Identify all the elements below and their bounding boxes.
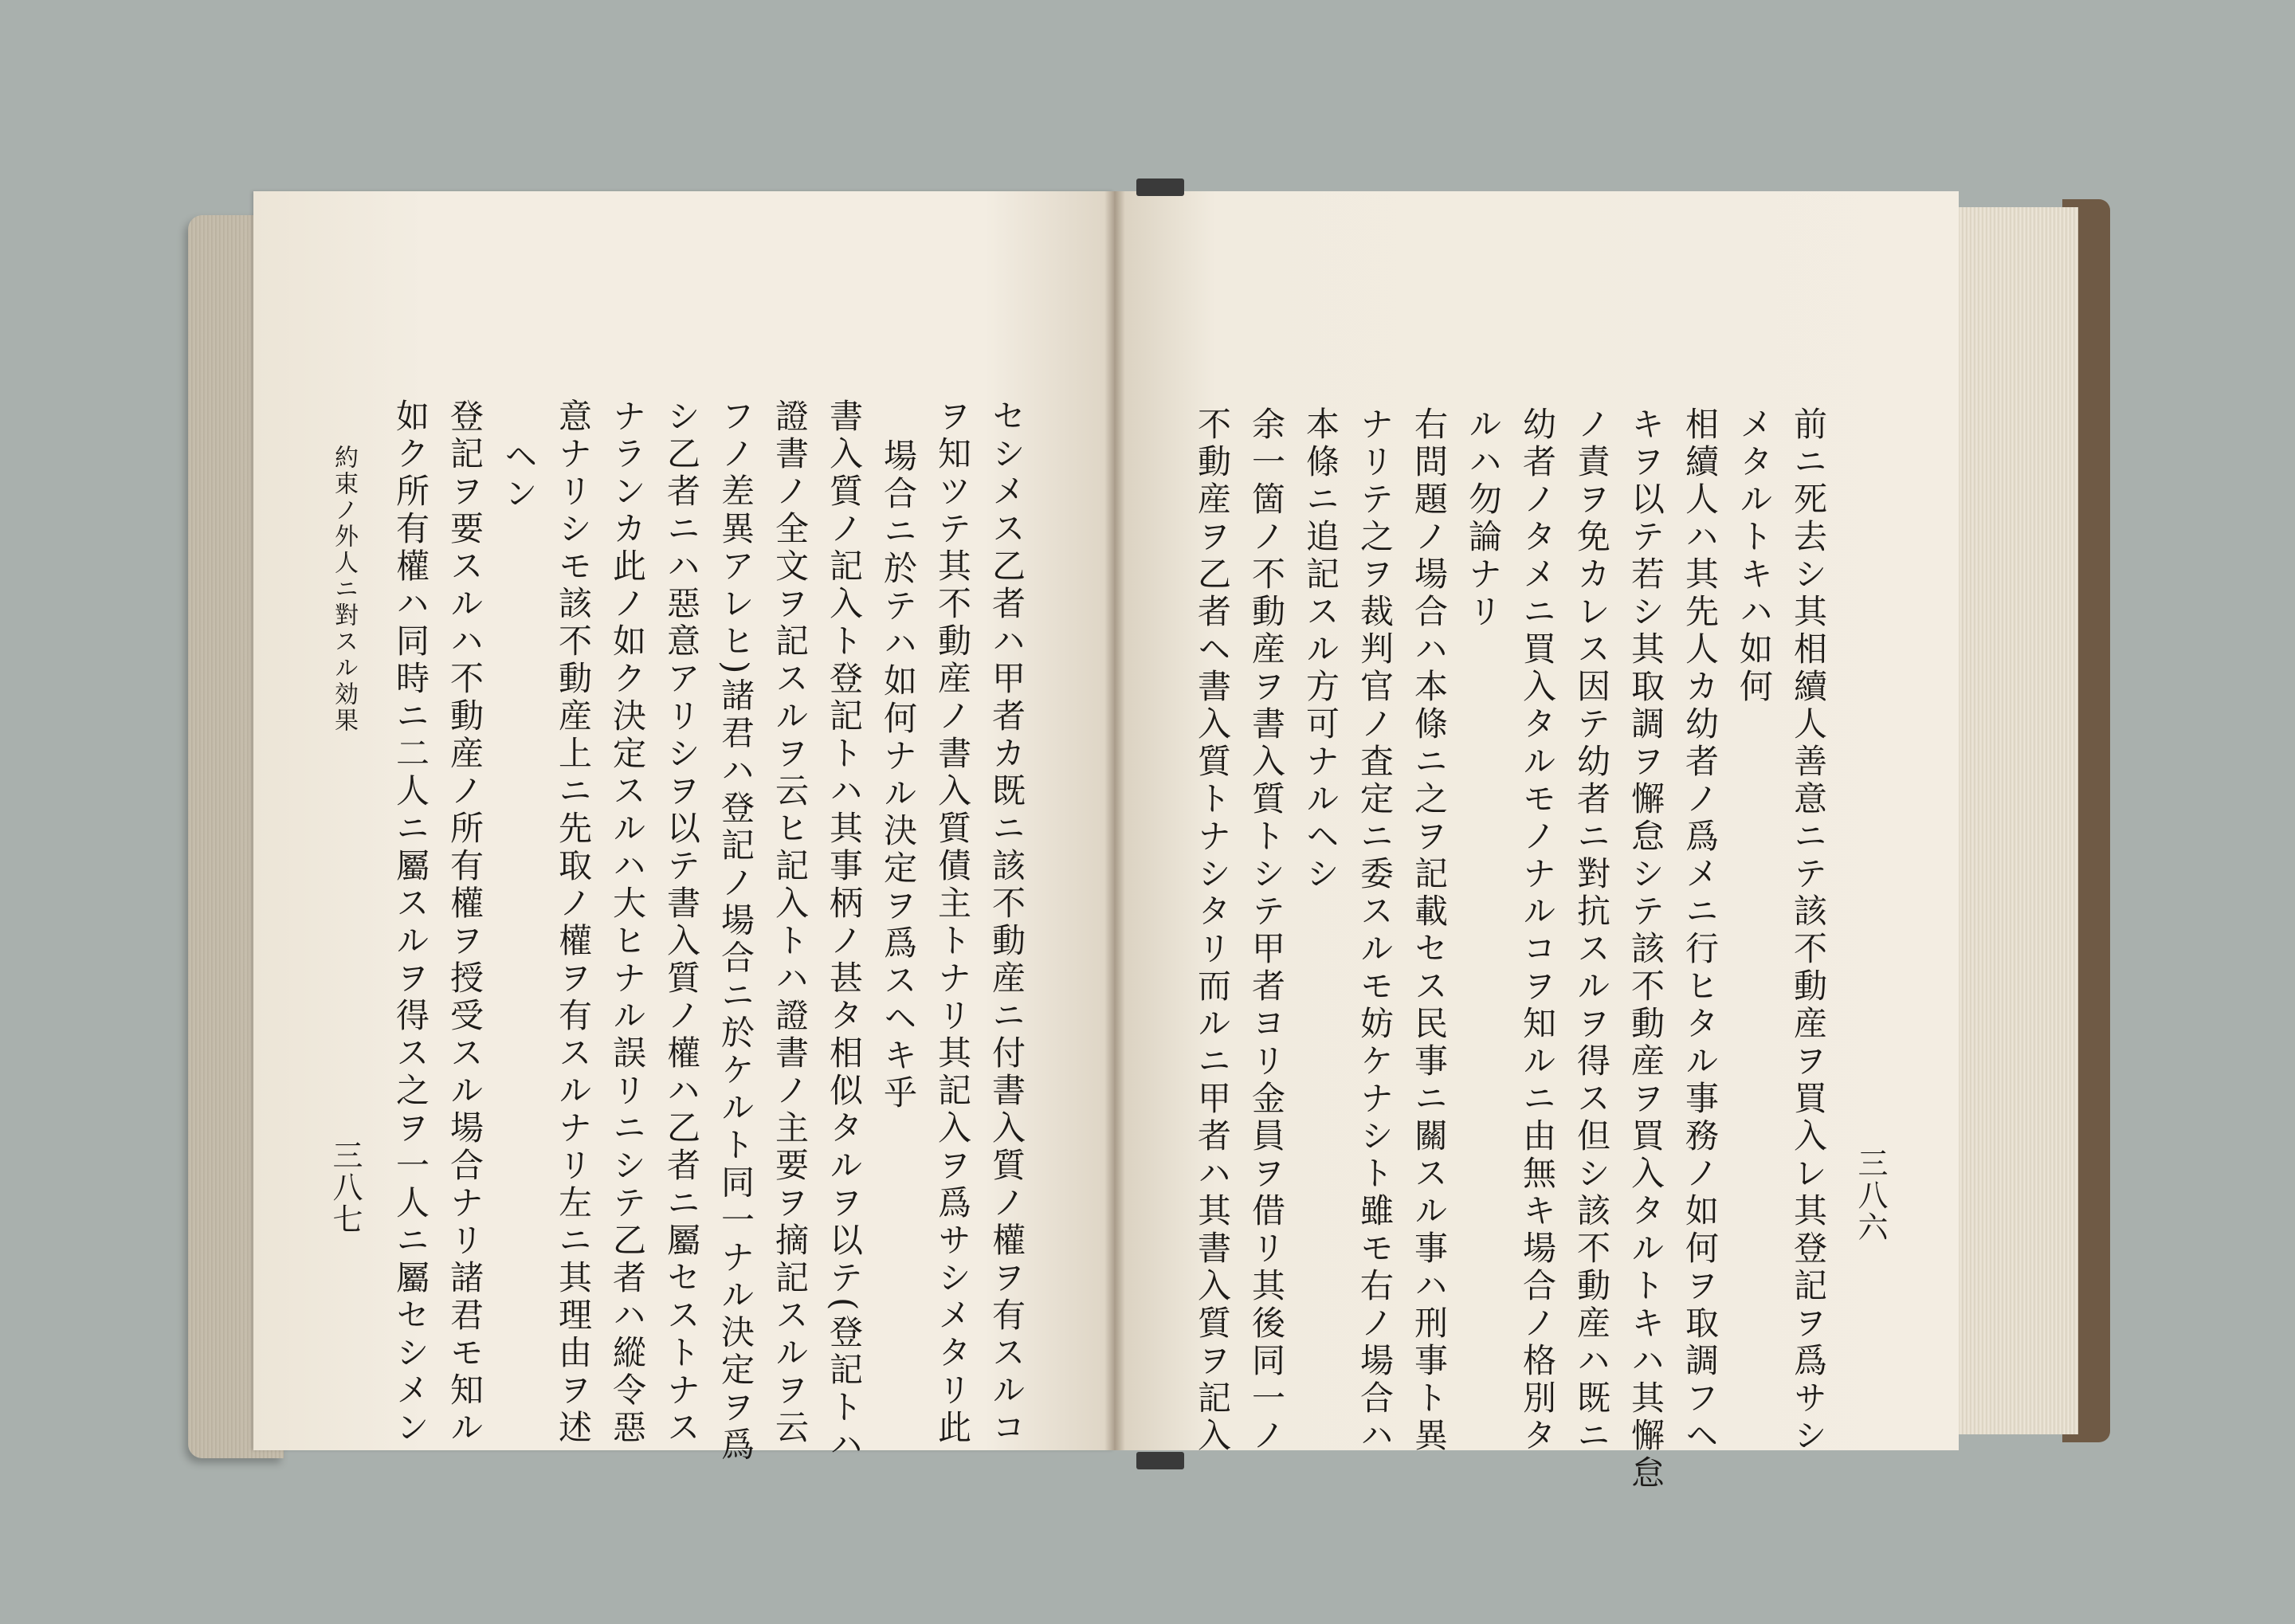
text-column: ナランカ此ノ如ク決定スルハ大ヒナル誤リニシテ乙者ハ縱令惡 bbox=[608, 398, 647, 1447]
binding-tape bbox=[1136, 1452, 1184, 1469]
text-column: ノ責ヲ免カレス因テ幼者ニ對抗スルヲ得ス但シ該不動産ハ既ニ bbox=[1572, 406, 1611, 1455]
text-column: 幼者ノタメニ買入タルモノナルコヲ知ルニ由無キ場合ノ格別タ bbox=[1518, 406, 1557, 1455]
text-column: フノ差異アレヒ)諸君ハ登記ノ場合ニ於ケルト同一ナル決定ヲ爲 bbox=[716, 398, 755, 1465]
text-column: 相續人ハ其先人カ幼者ノ爲メニ行ヒタル事務ノ如何ヲ取調フヘ bbox=[1681, 406, 1720, 1455]
text-column: 證書ノ全文ヲ記スルヲ云ヒ記入トハ證書ノ主要ヲ摘記スルヲ云 bbox=[771, 398, 810, 1447]
text-column: セシメス乙者ハ甲者カ既ニ該不動産ニ付書入質ノ權ヲ有スルコ bbox=[987, 398, 1026, 1447]
page-number-left: 三八七 bbox=[328, 1140, 363, 1235]
text-column: 如ク所有權ハ同時ニ二人ニ屬スルヲ得ス之ヲ一人ニ屬セシメン bbox=[391, 398, 430, 1447]
text-column: 書入質ノ記入ト登記トハ其事柄ノ甚タ相似タルヲ以テ(登記トハ bbox=[825, 398, 864, 1465]
text-column: ヘン bbox=[500, 438, 539, 513]
text-column: 前ニ死去シ其相續人善意ニテ該不動産ヲ買入レ其登記ヲ爲サシ bbox=[1789, 406, 1828, 1455]
text-column: ナリテ之ヲ裁判官ノ査定ニ委スルモ妨ケナシト雖モ右ノ場合ハ bbox=[1355, 406, 1395, 1455]
text-column: 右問題ノ場合ハ本條ニ之ヲ記載セス民事ニ關スル事ハ刑事ト異 bbox=[1410, 406, 1449, 1455]
text-column: ヲ知ツテ其不動産ノ書入質債主トナリ其記入ヲ爲サシメタリ此 bbox=[933, 398, 972, 1447]
text-column: ルハ勿論ナリ bbox=[1464, 406, 1503, 631]
text-column: シ乙者ニハ惡意アリシヲ以テ書入質ノ權ハ乙者ニ屬セストナス bbox=[662, 398, 701, 1447]
running-header: 約束ノ外人ニ對スル効果 bbox=[330, 445, 358, 734]
page-stack-right bbox=[1951, 207, 2078, 1434]
text-column: キヲ以テ若シ其取調ヲ懈怠シテ該不動産ヲ買入タルトキハ其懈怠 bbox=[1626, 406, 1665, 1493]
open-book bbox=[188, 183, 2110, 1493]
binding-tape bbox=[1136, 178, 1184, 196]
text-column: 不動産ヲ乙者ヘ書入質トナシタリ而ルニ甲者ハ其書入質ヲ記入 bbox=[1193, 406, 1232, 1455]
text-column: 余一箇ノ不動産ヲ書入質トシテ甲者ヨリ金員ヲ借リ其後同一ノ bbox=[1247, 406, 1286, 1455]
text-column: 意ナリシモ該不動産上ニ先取ノ權ヲ有スルナリ左ニ其理由ヲ述 bbox=[554, 398, 593, 1447]
book-gutter bbox=[1104, 191, 1125, 1450]
right-page bbox=[1114, 191, 1959, 1493]
text-column: 本條ニ追記スル方可ナルヘシ bbox=[1301, 406, 1340, 893]
text-column: 場合ニ於テハ如何ナル決定ヲ爲スヘキ乎 bbox=[879, 438, 918, 1112]
text-column: メタルトキハ如何 bbox=[1735, 406, 1774, 706]
text-column: 登記ヲ要スルハ不動産ノ所有權ヲ授受スル場合ナリ諸君モ知ル bbox=[445, 398, 484, 1447]
left-page bbox=[253, 191, 1114, 1465]
page-number-right: 三八六 bbox=[1853, 1147, 1888, 1243]
